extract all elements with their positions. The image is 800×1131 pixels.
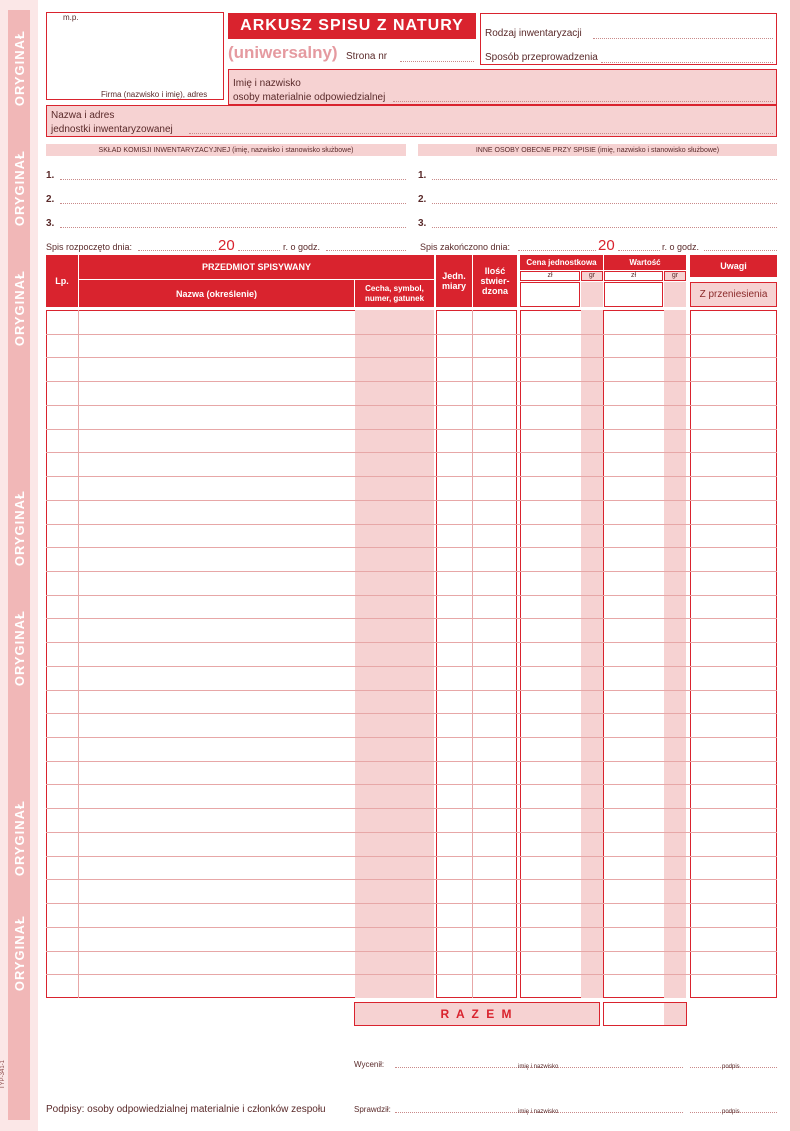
committee-field-3[interactable]	[60, 227, 406, 228]
start-year-field[interactable]	[238, 250, 280, 251]
col-feature-header: Cecha, symbol, numer, gatunek	[355, 280, 434, 307]
inventory-type-label: Rodzaj inwentaryzacji	[485, 28, 582, 39]
others-field-3[interactable]	[432, 227, 777, 228]
table-row-line	[46, 832, 777, 833]
others-num-3: 3.	[418, 218, 427, 229]
committee-num-1: 1.	[46, 170, 55, 181]
priced-by-signature-caption: podpis	[722, 1064, 740, 1070]
table-row-line	[46, 784, 777, 785]
priced-by-name-caption: imię i nazwisko	[518, 1064, 559, 1070]
committee-num-2: 2.	[46, 194, 55, 205]
table-row-line	[46, 974, 777, 975]
carry-price-zl[interactable]	[520, 282, 580, 307]
table-row-line	[46, 381, 777, 382]
start-hour-label: r. o godz.	[283, 242, 321, 252]
start-date-field[interactable]	[138, 250, 216, 251]
others-field-2[interactable]	[432, 203, 777, 204]
price-zl-header: zł	[520, 271, 580, 281]
table-row-line	[46, 808, 777, 809]
table-row-line	[46, 405, 777, 406]
others-num-1: 1.	[418, 170, 427, 181]
table-row-line	[46, 547, 777, 548]
col-lp-header: Lp.	[46, 255, 78, 307]
table-row-line	[46, 429, 777, 430]
table-row-line	[46, 571, 777, 572]
committee-num-3: 3.	[46, 218, 55, 229]
table-row-line	[46, 713, 777, 714]
total-gr-field[interactable]	[664, 1003, 686, 1025]
unit-address-box	[46, 105, 777, 137]
end-date-field[interactable]	[518, 250, 596, 251]
col-price-header: Cena jednostkowa	[520, 255, 603, 270]
inventory-type-box	[480, 13, 777, 65]
col-value-header: Wartość	[604, 255, 686, 270]
table-row-line	[46, 879, 777, 880]
table-row-line	[46, 856, 777, 857]
table-row-line	[46, 761, 777, 762]
responsible-person-box	[228, 69, 777, 105]
table-row-line	[46, 690, 777, 691]
responsible-label-1: Imię i nazwisko	[233, 78, 301, 89]
table-row-line	[46, 666, 777, 667]
table-row-line	[46, 476, 777, 477]
side-label: ORYGINAŁ	[12, 150, 27, 227]
company-caption: Firma (nazwisko i imię), adres	[101, 90, 208, 99]
method-field[interactable]	[601, 62, 773, 63]
checked-by-label: Sprawdził:	[354, 1105, 391, 1114]
end-year: 20	[598, 237, 615, 254]
carry-price-gr[interactable]	[581, 282, 603, 307]
col-quantity-header: Ilość stwier-dzona	[473, 255, 517, 307]
table-row-line	[46, 357, 777, 358]
page-number-field[interactable]	[400, 61, 474, 62]
side-label: ORYGINAŁ	[12, 270, 27, 347]
inventory-type-field[interactable]	[593, 38, 773, 39]
mp-label: m.p.	[63, 13, 79, 22]
table-row-line	[46, 903, 777, 904]
table-row-line	[46, 927, 777, 928]
others-field-1[interactable]	[432, 179, 777, 180]
table-row-line	[46, 642, 777, 643]
col-subject-header: PRZEDMIOT SPISYWANY	[79, 255, 434, 279]
others-num-2: 2.	[418, 194, 427, 205]
table-row-line	[46, 595, 777, 596]
form-code: TYP-341-1	[0, 1060, 6, 1090]
table-row-lines	[46, 310, 777, 998]
responsible-label-2: osoby materialnie odpowiedzialnej	[233, 92, 386, 103]
end-date-label: Spis zakończono dnia:	[420, 242, 511, 252]
checked-by-signature-caption: podpis	[722, 1109, 740, 1115]
table-row-line	[46, 524, 777, 525]
side-label: ORYGINAŁ	[12, 30, 27, 107]
side-label: ORYGINAŁ	[12, 490, 27, 567]
table-row-line	[46, 618, 777, 619]
committee-field-1[interactable]	[60, 179, 406, 180]
end-hour-field[interactable]	[704, 250, 777, 251]
original-side-strip	[0, 0, 38, 1131]
table-row-line	[46, 334, 777, 335]
checked-by-name-caption: imię i nazwisko	[518, 1109, 559, 1115]
carry-value-gr[interactable]	[664, 282, 686, 307]
col-unit-header: Jedn. miary	[436, 255, 472, 307]
unit-label-2: jednostki inwentaryzowanej	[51, 124, 173, 135]
page-number-label: Strona nr	[346, 51, 388, 62]
others-title: INNE OSOBY OBECNE PRZY SPISIE (imię, nazwisko i stanowisko służbowe)	[418, 144, 777, 156]
side-label: ORYGINAŁ	[12, 610, 27, 687]
side-label: ORYGINAŁ	[12, 800, 27, 877]
total-label: R A Z E M	[354, 1002, 600, 1026]
start-year: 20	[218, 237, 235, 254]
committee-title: SKŁAD KOMISJI INWENTARYZACYJNEJ (imię, nazwisko i stanowisko służbowe)	[46, 144, 406, 156]
signatures-label: Podpisy: osoby odpowiedzialnej materialnie i członków zespołu	[46, 1104, 326, 1115]
priced-by-label: Wycenił:	[354, 1060, 385, 1069]
right-edge-band	[790, 0, 800, 1131]
form-subtitle: (uniwersalny)	[228, 43, 338, 62]
form-title: ARKUSZ SPISU Z NATURY	[228, 13, 476, 39]
carry-value-zl[interactable]	[604, 282, 663, 307]
table-row-line	[46, 500, 777, 501]
side-strip-band	[8, 10, 30, 1120]
start-date-label: Spis rozpoczęto dnia:	[46, 242, 133, 252]
unit-address-field[interactable]	[189, 133, 773, 134]
table-row-line	[46, 737, 777, 738]
value-zl-header: zł	[604, 271, 663, 281]
unit-label-1: Nazwa i adres	[51, 110, 115, 121]
side-label: ORYGINAŁ	[12, 915, 27, 992]
carried-over-label: Z przeniesienia	[690, 282, 777, 307]
table-row-line	[46, 951, 777, 952]
price-gr-header: gr	[581, 271, 603, 281]
committee-field-2[interactable]	[60, 203, 406, 204]
company-box	[46, 12, 224, 100]
method-label: Sposób przeprowadzenia	[485, 52, 598, 63]
end-hour-label: r. o godz.	[662, 242, 700, 252]
col-name-header: Nazwa (określenie)	[79, 280, 354, 307]
table-row-line	[46, 452, 777, 453]
value-gr-header: gr	[664, 271, 686, 281]
responsible-person-field[interactable]	[393, 101, 773, 102]
col-notes-header: Uwagi	[690, 255, 777, 277]
end-year-field[interactable]	[618, 250, 660, 251]
start-hour-field[interactable]	[326, 250, 406, 251]
